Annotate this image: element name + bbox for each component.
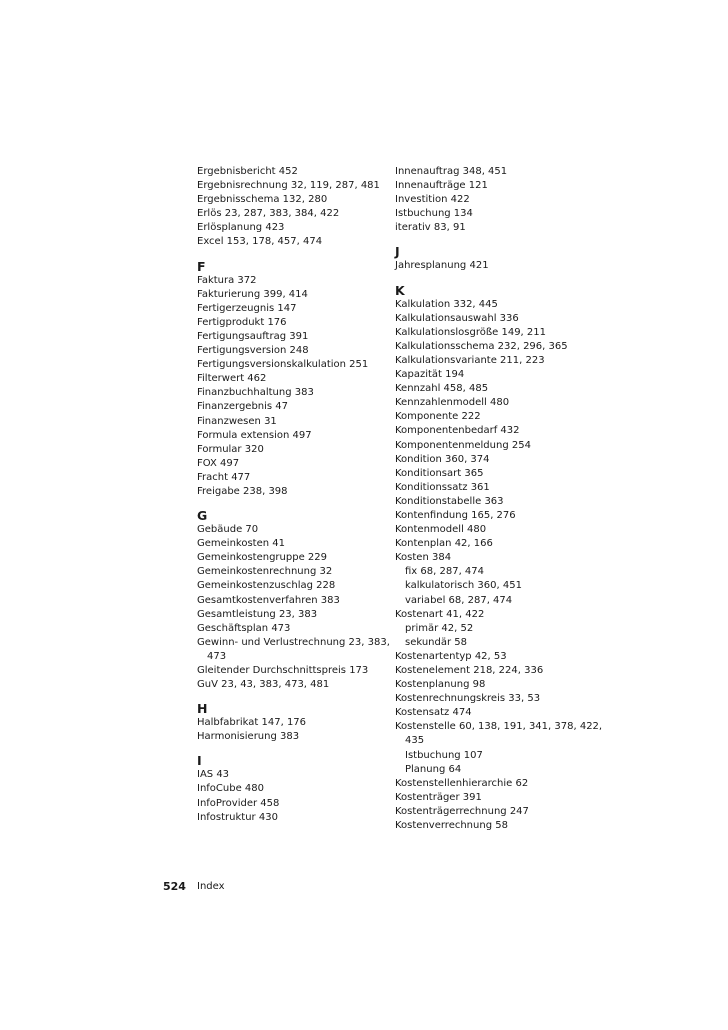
index-entry: Kennzahlenmodell 480 — [395, 397, 510, 409]
index-entry: Finanzbuchhaltung 383 — [197, 387, 314, 399]
index-entry: Kondition 360, 374 — [395, 453, 490, 465]
index-entry: Jahresplanung 421 — [395, 260, 489, 272]
index-subentry: variabel 68, 287, 474 — [405, 594, 513, 606]
running-footer-label: Index — [197, 881, 225, 892]
index-subentry: sekundär 58 — [405, 636, 468, 648]
index-entry: Freigabe 238, 398 — [197, 485, 288, 497]
index-entry: Innenaufträge 121 — [395, 180, 488, 192]
index-entry: Kalkulationsschema 232, 296, 365 — [395, 340, 568, 352]
index-entry: Gleitender Durchschnittspreis 173 — [197, 665, 369, 676]
index-entry: InfoCube 480 — [197, 783, 265, 795]
index-entry: Infostruktur 430 — [197, 811, 278, 823]
index-entry: Harmonisierung 383 — [197, 731, 300, 743]
index-entry: Istbuchung 134 — [395, 208, 473, 220]
index-entry: Finanzergebnis 47 — [197, 401, 289, 413]
index-entry: Excel 153, 178, 457, 474 — [197, 236, 323, 248]
index-entry: Kontenmodell 480 — [395, 524, 487, 536]
index-entry: Fertigerzeugnis 147 — [197, 302, 297, 314]
index-entry: Kostenträger 391 — [395, 791, 482, 803]
index-column-left — [197, 165, 397, 825]
index-entry: GuV 23, 43, 383, 473, 481 — [197, 679, 330, 691]
index-entry: Kostenträgerrechnung 247 — [395, 805, 529, 817]
index-entry: Kostenart 41, 422 — [395, 608, 485, 620]
index-subentry: fix 68, 287, 474 — [405, 566, 485, 578]
index-entry: Kostenstelle 60, 138, 191, 341, 378, 422, — [395, 721, 603, 733]
index-entry: Fertigprodukt 176 — [197, 316, 287, 328]
index-subentry: primär 42, 52 — [405, 622, 474, 634]
index-entry: Gemeinkosten 41 — [197, 538, 285, 550]
index-entry: Fakturierung 399, 414 — [197, 288, 308, 300]
index-entry: Fertigungsversion 248 — [197, 345, 309, 357]
index-letter-heading: I — [197, 753, 202, 769]
index-entry: Gesamtleistung 23, 383 — [197, 608, 318, 620]
page-number: 524 — [163, 880, 186, 893]
index-entry: FOX 497 — [197, 457, 240, 469]
index-entry: Ergebnisrechnung 32, 119, 287, 481 — [197, 180, 380, 192]
index-letter-heading: F — [197, 258, 206, 274]
index-entry: Kontenfindung 165, 276 — [395, 509, 516, 521]
index-entry: Kostenverrechnung 58 — [395, 820, 508, 832]
index-entry: Kapazität 194 — [395, 369, 465, 381]
index-entry: Formula extension 497 — [197, 429, 312, 441]
index-entry: Filterwert 462 — [197, 373, 267, 385]
index-entry: Kostenelement 218, 224, 336 — [395, 665, 544, 676]
index-entry: Fracht 477 — [197, 471, 251, 483]
index-entry: Kontenplan 42, 166 — [395, 538, 493, 550]
index-entry: Halbfabrikat 147, 176 — [197, 717, 307, 729]
index-entry: Kosten 384 — [395, 552, 452, 564]
index-entry: Gemeinkostengruppe 229 — [197, 552, 327, 564]
index-entry: Formular 320 — [197, 443, 264, 455]
index-entry: Gewinn- und Verlustrechnung 23, 383, — [197, 636, 390, 648]
index-subentry: kalkulatorisch 360, 451 — [405, 580, 522, 592]
index-entry: Konditionssatz 361 — [395, 481, 490, 493]
index-entry: Ergebnisschema 132, 280 — [197, 194, 328, 206]
index-entry: Konditionstabelle 363 — [395, 495, 504, 507]
index-entry: Investition 422 — [395, 194, 470, 206]
index-letter-heading: K — [395, 282, 405, 298]
index-letter-heading: H — [197, 701, 208, 717]
index-entry: Kostenrechnungskreis 33, 53 — [395, 693, 541, 705]
index-entry: Gesamtkostenverfahren 383 — [197, 594, 340, 606]
index-entry: Kalkulationslosgröße 149, 211 — [395, 326, 547, 338]
index-column-right — [395, 165, 603, 833]
index-entry-continuation: 473 — [207, 650, 227, 662]
index-entry: Gemeinkostenrechnung 32 — [197, 566, 333, 578]
index-letter-heading: J — [395, 244, 400, 260]
index-entry: Komponentenmeldung 254 — [395, 439, 531, 451]
index-entry: Fertigungsauftrag 391 — [197, 330, 309, 342]
index-entry: Gemeinkostenzuschlag 228 — [197, 580, 336, 592]
index-entry: InfoProvider 458 — [197, 797, 280, 809]
index-entry: Ergebnisbericht 452 — [197, 166, 298, 177]
index-entry: Kalkulationsvariante 211, 223 — [395, 354, 545, 366]
index-entry: Konditionsart 365 — [395, 467, 484, 479]
index-entry: Kennzahl 458, 485 — [395, 383, 489, 395]
index-entry: Geschäftsplan 473 — [197, 622, 291, 634]
index-entry: Finanzwesen 31 — [197, 415, 277, 427]
index-entry: Kalkulationsauswahl 336 — [395, 312, 519, 324]
index-entry: Erlös 23, 287, 383, 384, 422 — [197, 208, 340, 220]
index-entry: iterativ 83, 91 — [395, 222, 466, 234]
index-entry: IAS 43 — [197, 769, 230, 781]
index-subentry: Planung 64 — [405, 763, 462, 775]
index-entry: Faktura 372 — [197, 274, 257, 286]
index-entry: Gebäude 70 — [197, 524, 259, 536]
index-entry: Kostenstellenhierarchie 62 — [395, 777, 529, 789]
index-entry: Fertigungsversionskalkulation 251 — [197, 359, 369, 371]
index-entry: Kostenplanung 98 — [395, 679, 486, 691]
index-entry: Kostensatz 474 — [395, 707, 472, 719]
index-entry-continuation: 435 — [405, 735, 425, 747]
index-letter-heading: G — [197, 508, 208, 524]
index-entry: Erlösplanung 423 — [197, 222, 285, 234]
index-entry: Kalkulation 332, 445 — [395, 298, 498, 310]
index-entry: Kostenartentyp 42, 53 — [395, 650, 507, 662]
index-entry: Komponente 222 — [395, 411, 481, 423]
index-entry: Innenauftrag 348, 451 — [395, 166, 508, 177]
index-subentry: Istbuchung 107 — [405, 749, 483, 761]
index-entry: Komponentenbedarf 432 — [395, 425, 520, 437]
page-footer — [0, 880, 728, 894]
